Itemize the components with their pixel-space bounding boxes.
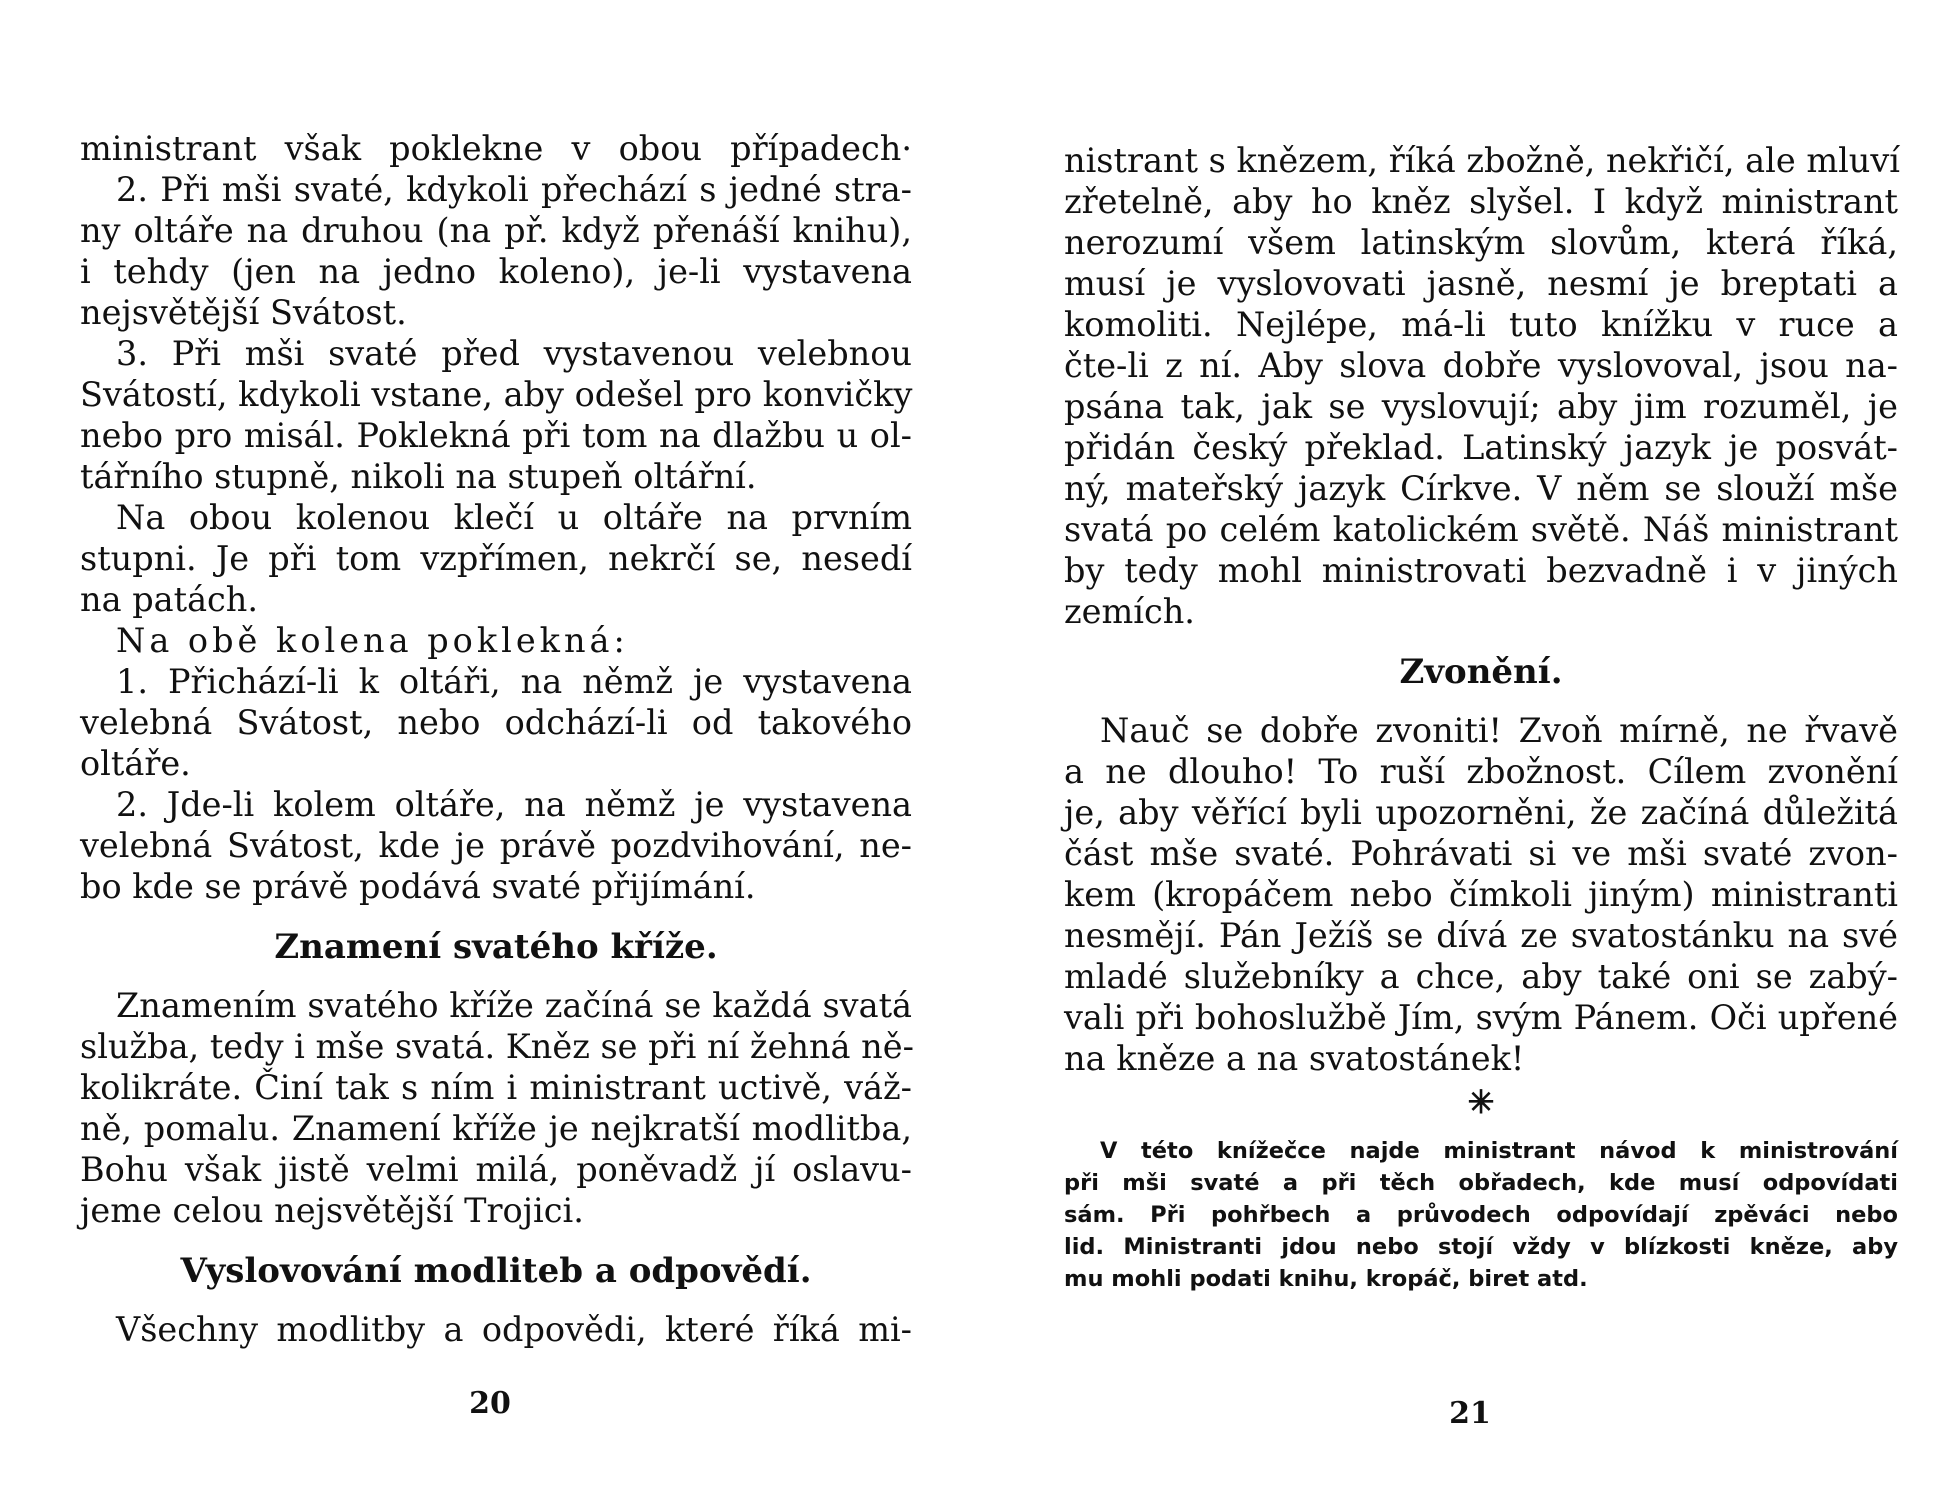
text-line: je, aby věřící byli upozorněni, že začíná důležitá <box>1064 793 1898 832</box>
text-line: nejsvětější Svátost. <box>80 293 407 332</box>
text-line: zřetelně, aby ho kněz slyšel. I když ministrant <box>1064 182 1898 221</box>
text-line: svatá po celém katolickém světě. Náš ministrant <box>1064 510 1898 549</box>
text-line: kolikráte. Činí tak s ním i ministrant uctivě, váž- <box>80 1068 912 1107</box>
left-page-text <box>80 128 912 1350</box>
text-line: služba, tedy i mše svatá. Kněz se při ní žehná ně- <box>80 1027 914 1066</box>
text-line: 1. Přichází-li k oltáři, na němž je vystavena <box>116 662 912 701</box>
text-line: psána tak, jak se vyslovují; aby jim rozuměl, je <box>1064 387 1898 426</box>
text-line: přidán český překlad. Latinský jazyk je posvát- <box>1064 428 1898 467</box>
text-line: Na obě kolena poklekná: <box>116 621 629 660</box>
left-page <box>80 0 912 1500</box>
text-line: jeme celou nejsvětější Trojici. <box>80 1191 584 1230</box>
page-number: 21 <box>1449 1396 1491 1431</box>
text-line: ně, pomalu. Znamení kříže je nejkratší modlitba, <box>80 1109 912 1148</box>
text-line: na patách. <box>80 580 259 619</box>
text-line: nerozumí všem latinským slovům, která říká, <box>1064 223 1898 262</box>
text-line: a ne dlouho! To ruší zbožnost. Cílem zvonění <box>1064 752 1898 791</box>
text-line: oltáře. <box>80 744 191 783</box>
footnote-line: lid. Ministranti jdou nebo stojí vždy v blízkosti kněze, aby <box>1064 1234 1898 1260</box>
page-number: 20 <box>469 1386 511 1421</box>
text-line: ny oltáře na druhou (na př. když přenáší knihu), <box>80 211 912 250</box>
asterisk-separator-icon: ✳ <box>1467 1083 1495 1121</box>
footnote-line: V této knížečce najde ministrant návod k ministrování <box>1100 1138 1898 1164</box>
text-line: Svátostí, kdykoli vstane, aby odešel pro konvičky <box>80 375 913 414</box>
text-line: ný, mateřský jazyk Církve. V něm se slouží mše <box>1064 469 1898 508</box>
text-line: Nauč se dobře zvoniti! Zvoň mírně, ne řvavě <box>1100 711 1898 750</box>
text-line: zemích. <box>1064 592 1195 631</box>
text-line: nebo pro misál. Poklekná při tom na dlažbu u ol- <box>80 416 912 455</box>
section-heading: Znamení svatého kříže. <box>274 927 718 967</box>
text-line: Bohu však jistě velmi milá, poněvadž jí oslavu- <box>80 1150 912 1189</box>
text-line: by tedy mohl ministrovati bezvadně i v jiných <box>1064 551 1898 590</box>
text-line: 2. Jde-li kolem oltáře, na němž je vystavena <box>116 785 912 824</box>
right-page <box>1064 0 1901 1500</box>
text-line: nistrant s knězem, říká zbožně, nekřičí, ale mluví <box>1064 141 1901 180</box>
text-line: na kněze a na svatostánek! <box>1064 1039 1525 1078</box>
text-line: vali při bohoslužbě Jím, svým Pánem. Oči upřené <box>1064 998 1898 1037</box>
text-line: velebná Svátost, nebo odchází-li od takového <box>80 703 912 742</box>
text-line: část mše svaté. Pohrávati si ve mši svaté zvon- <box>1064 834 1898 873</box>
text-line: 2. Při mši svaté, kdykoli přechází s jedné stra- <box>116 170 912 209</box>
text-line: musí je vyslovovati jasně, nesmí je breptati a <box>1064 264 1898 303</box>
text-line: tářního stupně, nikoli na stupeň oltářní. <box>80 457 757 496</box>
text-line: mladé služebníky a chce, aby také oni se zabý- <box>1064 957 1898 996</box>
section-heading: Zvonění. <box>1399 652 1563 692</box>
text-line: čte-li z ní. Aby slova dobře vyslovoval, jsou na- <box>1064 346 1898 385</box>
footnote-line: mu mohli podati knihu, kropáč, biret atd. <box>1064 1266 1588 1292</box>
text-line: Všechny modlitby a odpovědi, které říká mi- <box>116 1310 912 1349</box>
text-line: Znamením svatého kříže začíná se každá svatá <box>116 986 912 1025</box>
text-line: velebná Svátost, kde je právě pozdvihování, ne- <box>80 826 912 865</box>
text-line: nesmějí. Pán Ježíš se dívá ze svatostánku na své <box>1064 916 1898 955</box>
text-line: i tehdy (jen na jedno koleno), je-li vystavena <box>80 252 912 291</box>
text-line: ministrant však poklekne v obou případech· <box>80 129 912 168</box>
section-heading: Vyslovování modliteb a odpovědí. <box>180 1251 812 1291</box>
text-line: komoliti. Nejlépe, má-li tuto knížku v ruce a <box>1064 305 1898 344</box>
text-line: stupni. Je při tom vzpřímen, nekrčí se, nesedí <box>80 539 912 578</box>
text-line: 3. Při mši svaté před vystavenou velebnou <box>116 334 912 373</box>
text-line: Na obou kolenou klečí u oltáře na prvním <box>116 498 912 537</box>
footnote-line: při mši svaté a při těch obřadech, kde musí odpovídati <box>1064 1170 1898 1196</box>
text-line: kem (kropáčem nebo čímkoli jiným) ministranti <box>1064 875 1898 914</box>
text-line: bo kde se právě podává svaté přijímání. <box>80 867 756 906</box>
footnote-line: sám. Při pohřbech a průvodech odpovídají zpěváci nebo <box>1064 1202 1898 1228</box>
right-page-text <box>1064 140 1901 1295</box>
